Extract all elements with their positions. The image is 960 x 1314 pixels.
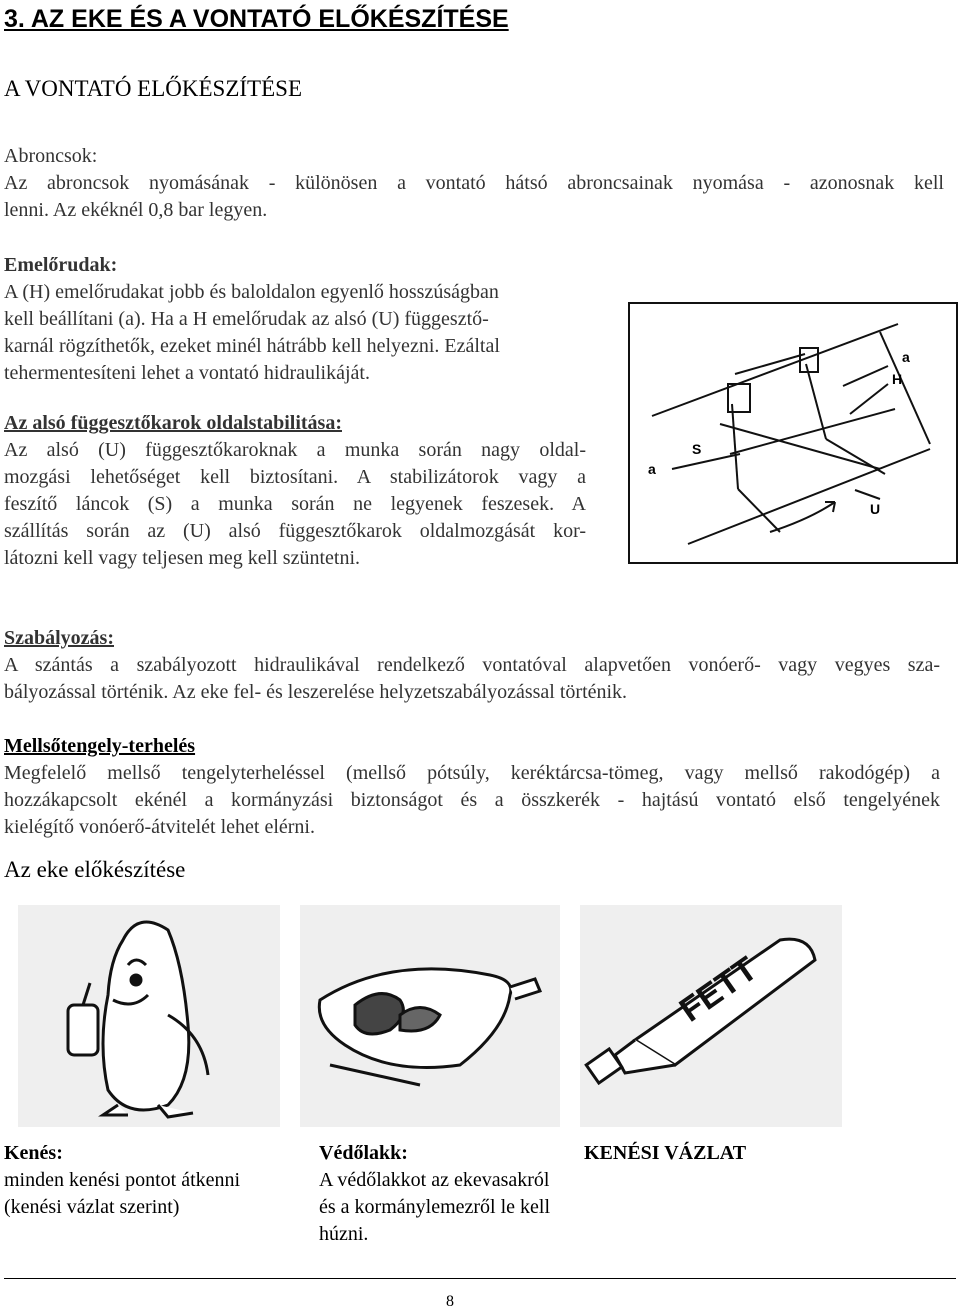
lubrication-line: (kenési vázlat szerint)	[4, 1196, 180, 1218]
lift-rods-line: A (H) emelőrudakat jobb és baloldalon egyenlő hosszúságban	[4, 281, 499, 303]
lift-rods-section	[4, 252, 594, 387]
hitch-figure	[628, 302, 958, 564]
lift-rods-line: kell beállítani (a). Ha a H emelőrudak az alsó (U) függesztő-	[4, 308, 489, 330]
figure-label-h: H	[892, 371, 903, 387]
lateral-line: feszítő láncok (S) a munka során ne legyenek feszesek. A	[4, 493, 586, 515]
chapter-title: 3. AZ EKE ÉS A VONTATÓ ELŐKÉSZÍTÉSE	[4, 5, 509, 33]
front-axle-section	[4, 733, 940, 841]
tires-line: lenni. Az ekéknél 0,8 bar legyen.	[4, 199, 268, 221]
figure-label-a-left: a	[648, 461, 656, 477]
tires-section	[4, 143, 944, 224]
lift-rods-line: tehermentesíteni lehet a vontató hidraulikáját.	[4, 362, 370, 384]
front-axle-line: Megfelelő mellső tengelyterheléssel (mellső pótsúly, keréktárcsa-tömeg, vagy mellső rakodógép) a	[4, 762, 940, 784]
lateral-heading: Az alsó függesztőkarok oldalstabilitása:	[4, 412, 342, 434]
lateral-line: Az alsó (U) függesztőkaroknak a munka során nagy oldal-	[4, 439, 586, 461]
varnish-figure	[300, 905, 560, 1127]
front-axle-line: kielégítő vonóerő-átvitelét lehet elérni.	[4, 816, 315, 838]
regulation-line: A szántás a szabályozott hidraulikával rendelkező vontatóval alapvetően vonóerő- vagy vegyes sza-	[4, 654, 940, 676]
regulation-section	[4, 625, 940, 706]
page-number: 8	[446, 1293, 454, 1310]
oilcan-figure	[18, 905, 280, 1127]
tires-line: Az abroncsok nyomásának - különösen a vontató hátsó abroncsainak nyomása - azonosnak kell	[4, 172, 944, 194]
regulation-line: bályozással történik. Az eke fel- és leszerelése helyzetszabályozással történik.	[4, 681, 628, 703]
grease-tube-label: FETT	[672, 949, 765, 1030]
oil-can-mascot-illustration	[18, 905, 280, 1127]
grease-tube-illustration	[580, 905, 842, 1127]
lift-rods-heading: Emelőrudak:	[4, 254, 118, 276]
footer-rule	[4, 1278, 956, 1279]
protective-line: A védőlakkot az ekevasakról	[319, 1169, 550, 1191]
lube-diagram-heading: KENÉSI VÁZLAT	[584, 1142, 747, 1164]
lubrication-section	[4, 1140, 304, 1221]
figure-label-s: S	[692, 441, 702, 457]
plow-prep-heading: Az eke előkészítése	[4, 857, 186, 882]
front-axle-line: hozzákapcsolt ekénél a kormányzási biztonságot és a összkerék - hajtású vontató első tengelyének	[4, 789, 940, 811]
protective-heading: Védőlakk:	[319, 1142, 408, 1164]
protective-line: húzni.	[319, 1223, 369, 1245]
lateral-line: szállítás során az (U) alsó függesztőkarok oldalmozgását kor-	[4, 520, 586, 542]
lubrication-line: minden kenési pontot átkenni	[4, 1169, 241, 1191]
lubrication-heading: Kenés:	[4, 1142, 63, 1164]
regulation-heading: Szabályozás:	[4, 627, 114, 649]
hitch-illustration	[630, 304, 956, 562]
grease-figure	[580, 905, 842, 1127]
protective-line: és a kormánylemezről le kell	[319, 1196, 551, 1218]
lateral-line: látozni kell vagy teljesen meg kell szüntetni.	[4, 547, 361, 569]
section-title: A VONTATÓ ELŐKÉSZÍTÉSE	[4, 76, 302, 101]
lateral-line: mozgási lehetőséget kell biztosítani. A stabilizátorok vagy a	[4, 466, 586, 488]
protective-section	[319, 1140, 589, 1248]
lateral-section	[4, 410, 586, 572]
protective-lacquer-illustration	[300, 905, 560, 1127]
figure-label-a: a	[902, 349, 910, 365]
front-axle-heading: Mellsőtengely-terhelés	[4, 735, 196, 757]
figure-label-u: U	[870, 501, 881, 517]
tires-heading: Abroncsok:	[4, 145, 98, 167]
lift-rods-line: karnál rögzíthetők, ezeket minél hátrább kell helyezni. Ezáltal	[4, 335, 500, 357]
